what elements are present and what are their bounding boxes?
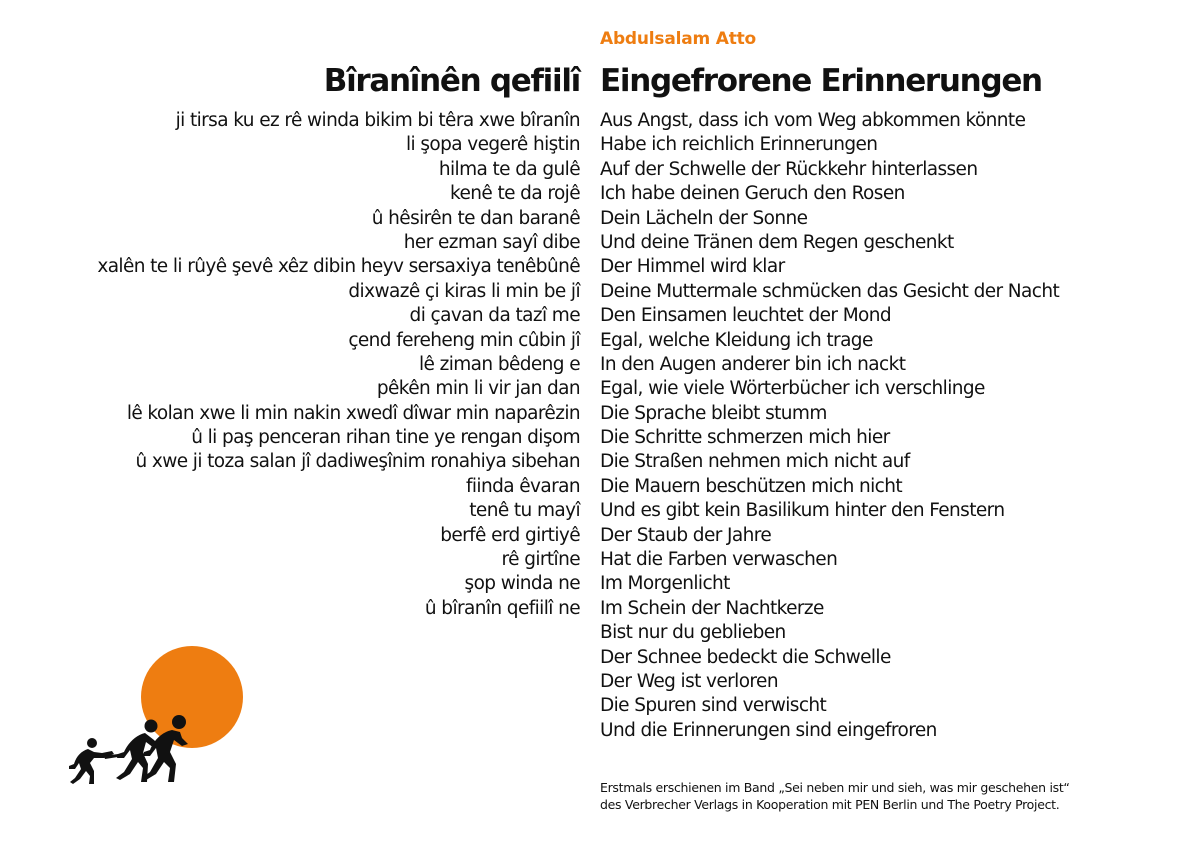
poem-line-german: Der Staub der Jahre [600, 524, 772, 546]
poem-line-german: In den Augen anderer bin ich nackt [600, 353, 906, 375]
poem-kurdish [97, 109, 580, 621]
poem-line-german: Den Einsamen leuchtet der Mond [600, 305, 892, 327]
poem-line-german: Deine Muttermale schmücken das Gesicht der Nacht [600, 280, 1060, 302]
title-kurdish: Bîranînên qefiilî [323, 63, 580, 99]
poem-line-german: Dein Lächeln der Sonne [600, 207, 808, 229]
poem-line-german: Und es gibt kein Basilikum hinter den Fenstern [600, 500, 1005, 522]
poem-line-german: Egal, wie viele Wörterbücher ich verschlinge [600, 378, 985, 400]
poem-line-kurdish: dixwazê çi kiras li min be jî [348, 280, 580, 302]
footnote-line: des Verbrecher Verlags in Kooperation mit PEN Berlin und The Poetry Project. [600, 797, 1060, 812]
footnote [600, 779, 1070, 813]
poem-line-kurdish: pêkên min li vir jan dan [376, 378, 580, 400]
poem-line-german: Im Schein der Nachtkerze [600, 597, 824, 619]
sun-figures-illustration [50, 640, 250, 790]
poem-line-kurdish: li şopa vegerê hiştin [405, 134, 580, 156]
poem-line-german: Die Schritte schmerzen mich hier [600, 427, 890, 449]
poem-line-german: Hat die Farben verwaschen [600, 549, 838, 571]
poem-line-german: Der Himmel wird klar [600, 256, 785, 278]
poem-line-german: Aus Angst, dass ich vom Weg abkommen könnte [600, 110, 1026, 131]
poem-line-kurdish: û xwe ji toza salan jî dadiweşînim ronahiya sibehan [135, 451, 580, 473]
poem-line-kurdish: di çavan da tazî me [409, 305, 580, 327]
poem-line-kurdish: lê ziman bêdeng e [419, 353, 580, 375]
poem-line-german: Die Mauern beschützen mich nicht [600, 475, 903, 497]
poem-line-german: Die Spuren sind verwischt [600, 695, 827, 717]
poem-line-german: Auf der Schwelle der Rückkehr hinterlassen [600, 158, 978, 180]
poem-line-kurdish: û bîranîn qefiilî ne [424, 597, 580, 619]
poem-line-kurdish: rê girtîne [501, 549, 580, 571]
poem-line-kurdish: ji tirsa ku ez rê winda bikim bi têra xwe bîranîn [175, 110, 580, 131]
poem-line-kurdish: xalên te li rûyê şevê xêz dibin heyv sersaxiya tenêbûnê [97, 256, 580, 278]
footnote-line: Erstmals erschienen im Band „Sei neben mir und sieh, was mir geschehen ist“ [600, 780, 1070, 795]
poem-line-kurdish: fiinda êvaran [465, 475, 580, 497]
poem-line-german: Der Schnee bedeckt die Schwelle [600, 646, 891, 668]
poem-line-kurdish: hilma te da gulê [438, 158, 580, 180]
poem-line-kurdish: tenê tu mayî [469, 500, 580, 522]
sun-icon [141, 646, 243, 748]
poem-line-german: Egal, welche Kleidung ich trage [600, 329, 873, 351]
title-german: Eingefrorene Erinnerungen [600, 63, 1042, 99]
poem-line-kurdish: çend fereheng min cûbin jî [348, 329, 580, 351]
poem-line-kurdish: kenê te da rojê [450, 183, 580, 205]
poem-line-german: Und deine Tränen dem Regen geschenkt [600, 231, 954, 253]
poem-line-kurdish: her ezman sayî dibe [403, 231, 580, 253]
poem-line-kurdish: berfê erd girtiyê [440, 524, 580, 546]
poem-line-german: Ich habe deinen Geruch den Rosen [600, 183, 905, 205]
poem-line-german: Die Straßen nehmen mich nicht auf [600, 451, 910, 473]
poem-line-kurdish: û hêsirên te dan baranê [371, 207, 580, 229]
poem-line-german: Habe ich reichlich Erinnerungen [600, 134, 878, 156]
poem-german [600, 109, 1059, 743]
poem-line-german: Die Sprache bleibt stumm [600, 402, 827, 424]
poem-line-kurdish: û li paş penceran rihan tine ye rengan dişom [191, 427, 580, 449]
poem-line-kurdish: şop winda ne [464, 573, 580, 595]
poem-line-german: Der Weg ist verloren [600, 670, 778, 692]
poem-line-german: Im Morgenlicht [600, 573, 730, 595]
author-name: Abdulsalam Atto [600, 29, 757, 49]
poem-line-german: Bist nur du geblieben [600, 622, 786, 644]
poem-line-kurdish: lê kolan xwe li min nakin xwedî dîwar min naparêzin [126, 402, 580, 424]
poem-line-german: Und die Erinnerungen sind eingefroren [600, 719, 937, 741]
